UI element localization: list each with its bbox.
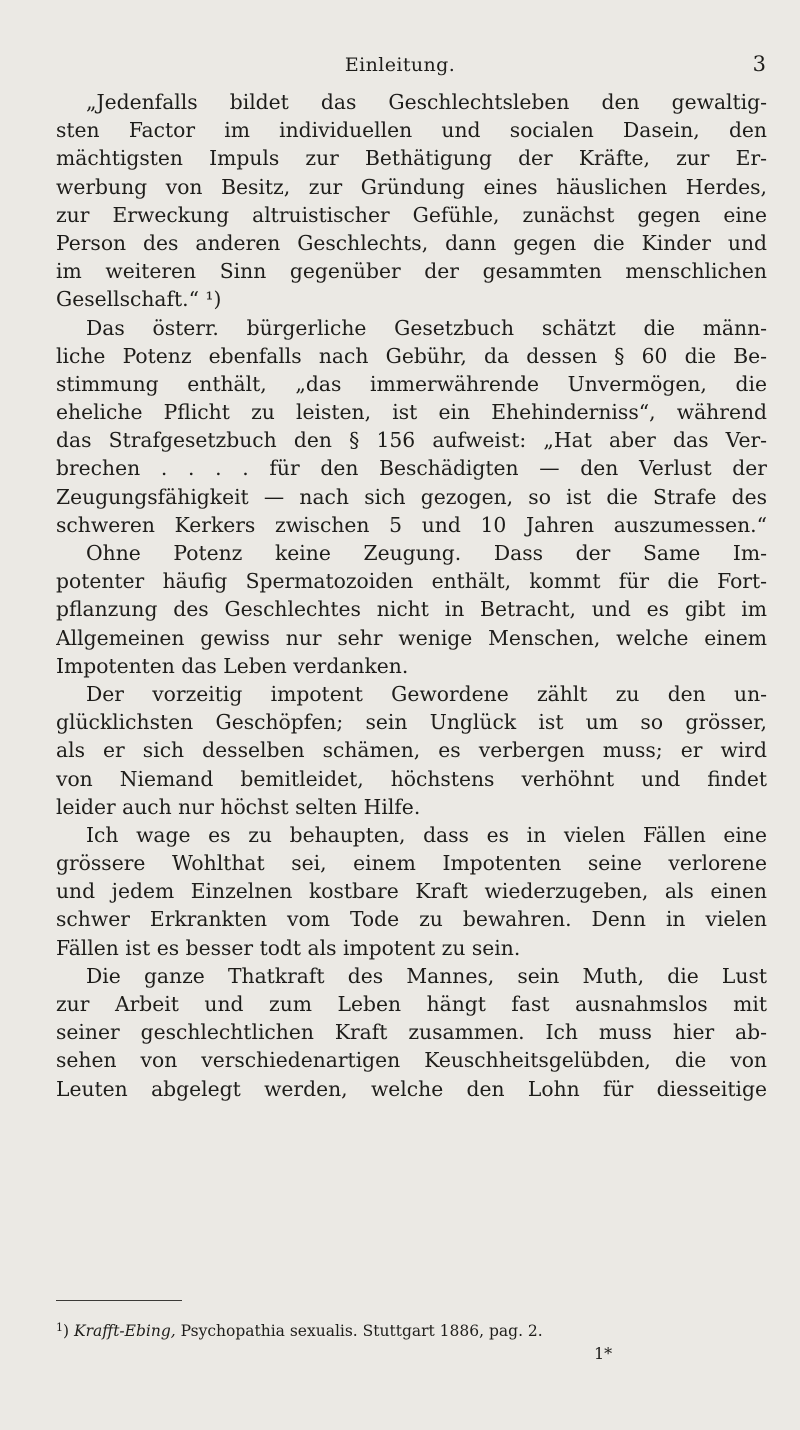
- footnote-divider: [56, 1300, 182, 1301]
- text-line: im weiteren Sinn gegenüber der gesammten menschlichen: [56, 259, 767, 284]
- text-line: Der vorzeitig impotent Gewordene zählt zu den un-: [86, 681, 767, 706]
- printer-signature: 1*: [594, 1344, 613, 1363]
- text-line: „Jedenfalls bildet das Geschlechtsleben den gewaltig-: [86, 90, 767, 114]
- text-line: das Strafgesetzbuch den § 156 aufweist: „Hat aber das Ver-: [56, 428, 767, 453]
- footnote-marker: 1: [56, 1321, 63, 1334]
- running-head: [0, 54, 800, 84]
- text-line: Leuten abgelegt werden, welche den Lohn für diesseitige: [56, 1076, 767, 1101]
- text-line: schweren Kerkers zwischen 5 und 10 Jahren auszumessen.“: [56, 512, 767, 537]
- footnote: $^1$) Krafft-Ebing, Psychopathia sexualis. Stuttgart 1886, pag. 2.: [56, 1321, 543, 1340]
- footnote-author: Krafft-Ebing,: [73, 1322, 176, 1340]
- text-line: liche Potenz ebenfalls nach Gebühr, da dessen § 60 die Be-: [56, 343, 767, 368]
- running-head-title: Einleitung.: [344, 54, 456, 76]
- text-line: pflanzung des Geschlechtes nicht in Betracht, und es gibt im: [56, 597, 767, 622]
- text-line: schwer Erkrankten vom Tode zu bewahren. Denn in vielen: [56, 907, 767, 932]
- text-line: Zeugungsfähigkeit — nach sich gezogen, so ist die Strafe des: [56, 484, 767, 509]
- text-line: sten Factor im individuellen und socialen Dasein, den: [56, 118, 767, 143]
- text-line: zur Erweckung altruistischer Gefühle, zunächst gegen eine: [56, 202, 767, 227]
- text-line: sehen von verschiedenartigen Keuschheitsgelübden, die von: [56, 1048, 767, 1073]
- footnote-text: Psychopathia sexualis. Stuttgart 1886, pag. 2.: [175, 1322, 543, 1340]
- text-line: grössere Wohlthat sei, einem Impotenten seine verlorene: [56, 851, 767, 876]
- text-line: von Niemand bemitleidet, höchstens verhöhnt und findet: [56, 766, 767, 791]
- text-line: Ich wage es zu behaupten, dass es in vielen Fällen eine: [86, 822, 767, 847]
- text-line: seiner geschlechtlichen Kraft zusammen. Ich muss hier ab-: [56, 1020, 767, 1045]
- text-line: Ohne Potenz keine Zeugung. Dass der Same Im-: [86, 541, 767, 565]
- text-line: Person des anderen Geschlechts, dann gegen die Kinder und: [56, 230, 767, 255]
- text-line: und jedem Einzelnen kostbare Kraft wiederzugeben, als einen: [56, 879, 767, 904]
- page-number: 3: [752, 52, 766, 76]
- text-line: werbung von Besitz, zur Gründung eines häuslichen Herdes,: [56, 174, 767, 199]
- text-line: brechen . . . . für den Beschädigten — den Verlust der: [56, 456, 767, 481]
- text-line: Die ganze Thatkraft des Mannes, sein Muth, die Lust: [86, 963, 767, 988]
- text-line: Das österr. bürgerliche Gesetzbuch schätzt die männ-: [86, 315, 767, 340]
- text-line: eheliche Pflicht zu leisten, ist ein Ehehinderniss“, während: [56, 400, 767, 425]
- text-line: als er sich desselben schämen, es verbergen muss; er wird: [56, 738, 767, 763]
- body-text: [56, 88, 767, 1103]
- text-line: mächtigsten Impuls zur Bethätigung der Kräfte, zur Er-: [56, 146, 767, 171]
- text-line: Fällen ist es besser todt als impotent zu sein.: [56, 935, 521, 960]
- text-line: Allgemeinen gewiss nur sehr wenige Menschen, welche einem: [56, 625, 767, 650]
- text-line: leider auch nur höchst selten Hilfe.: [56, 794, 421, 819]
- text-line: zur Arbeit und zum Leben hängt fast ausnahmslos mit: [56, 992, 767, 1016]
- text-line: Impotenten das Leben verdanken.: [56, 653, 409, 678]
- text-line: stimmung enthält, „das immerwährende Unvermögen, die: [56, 371, 767, 396]
- text-line: potenter häufig Spermatozoiden enthält, kommt für die Fort-: [56, 569, 767, 594]
- text-line: glücklichsten Geschöpfen; sein Unglück ist um so grösser,: [56, 710, 767, 735]
- text-line: Gesellschaft.“ ¹): [56, 287, 222, 312]
